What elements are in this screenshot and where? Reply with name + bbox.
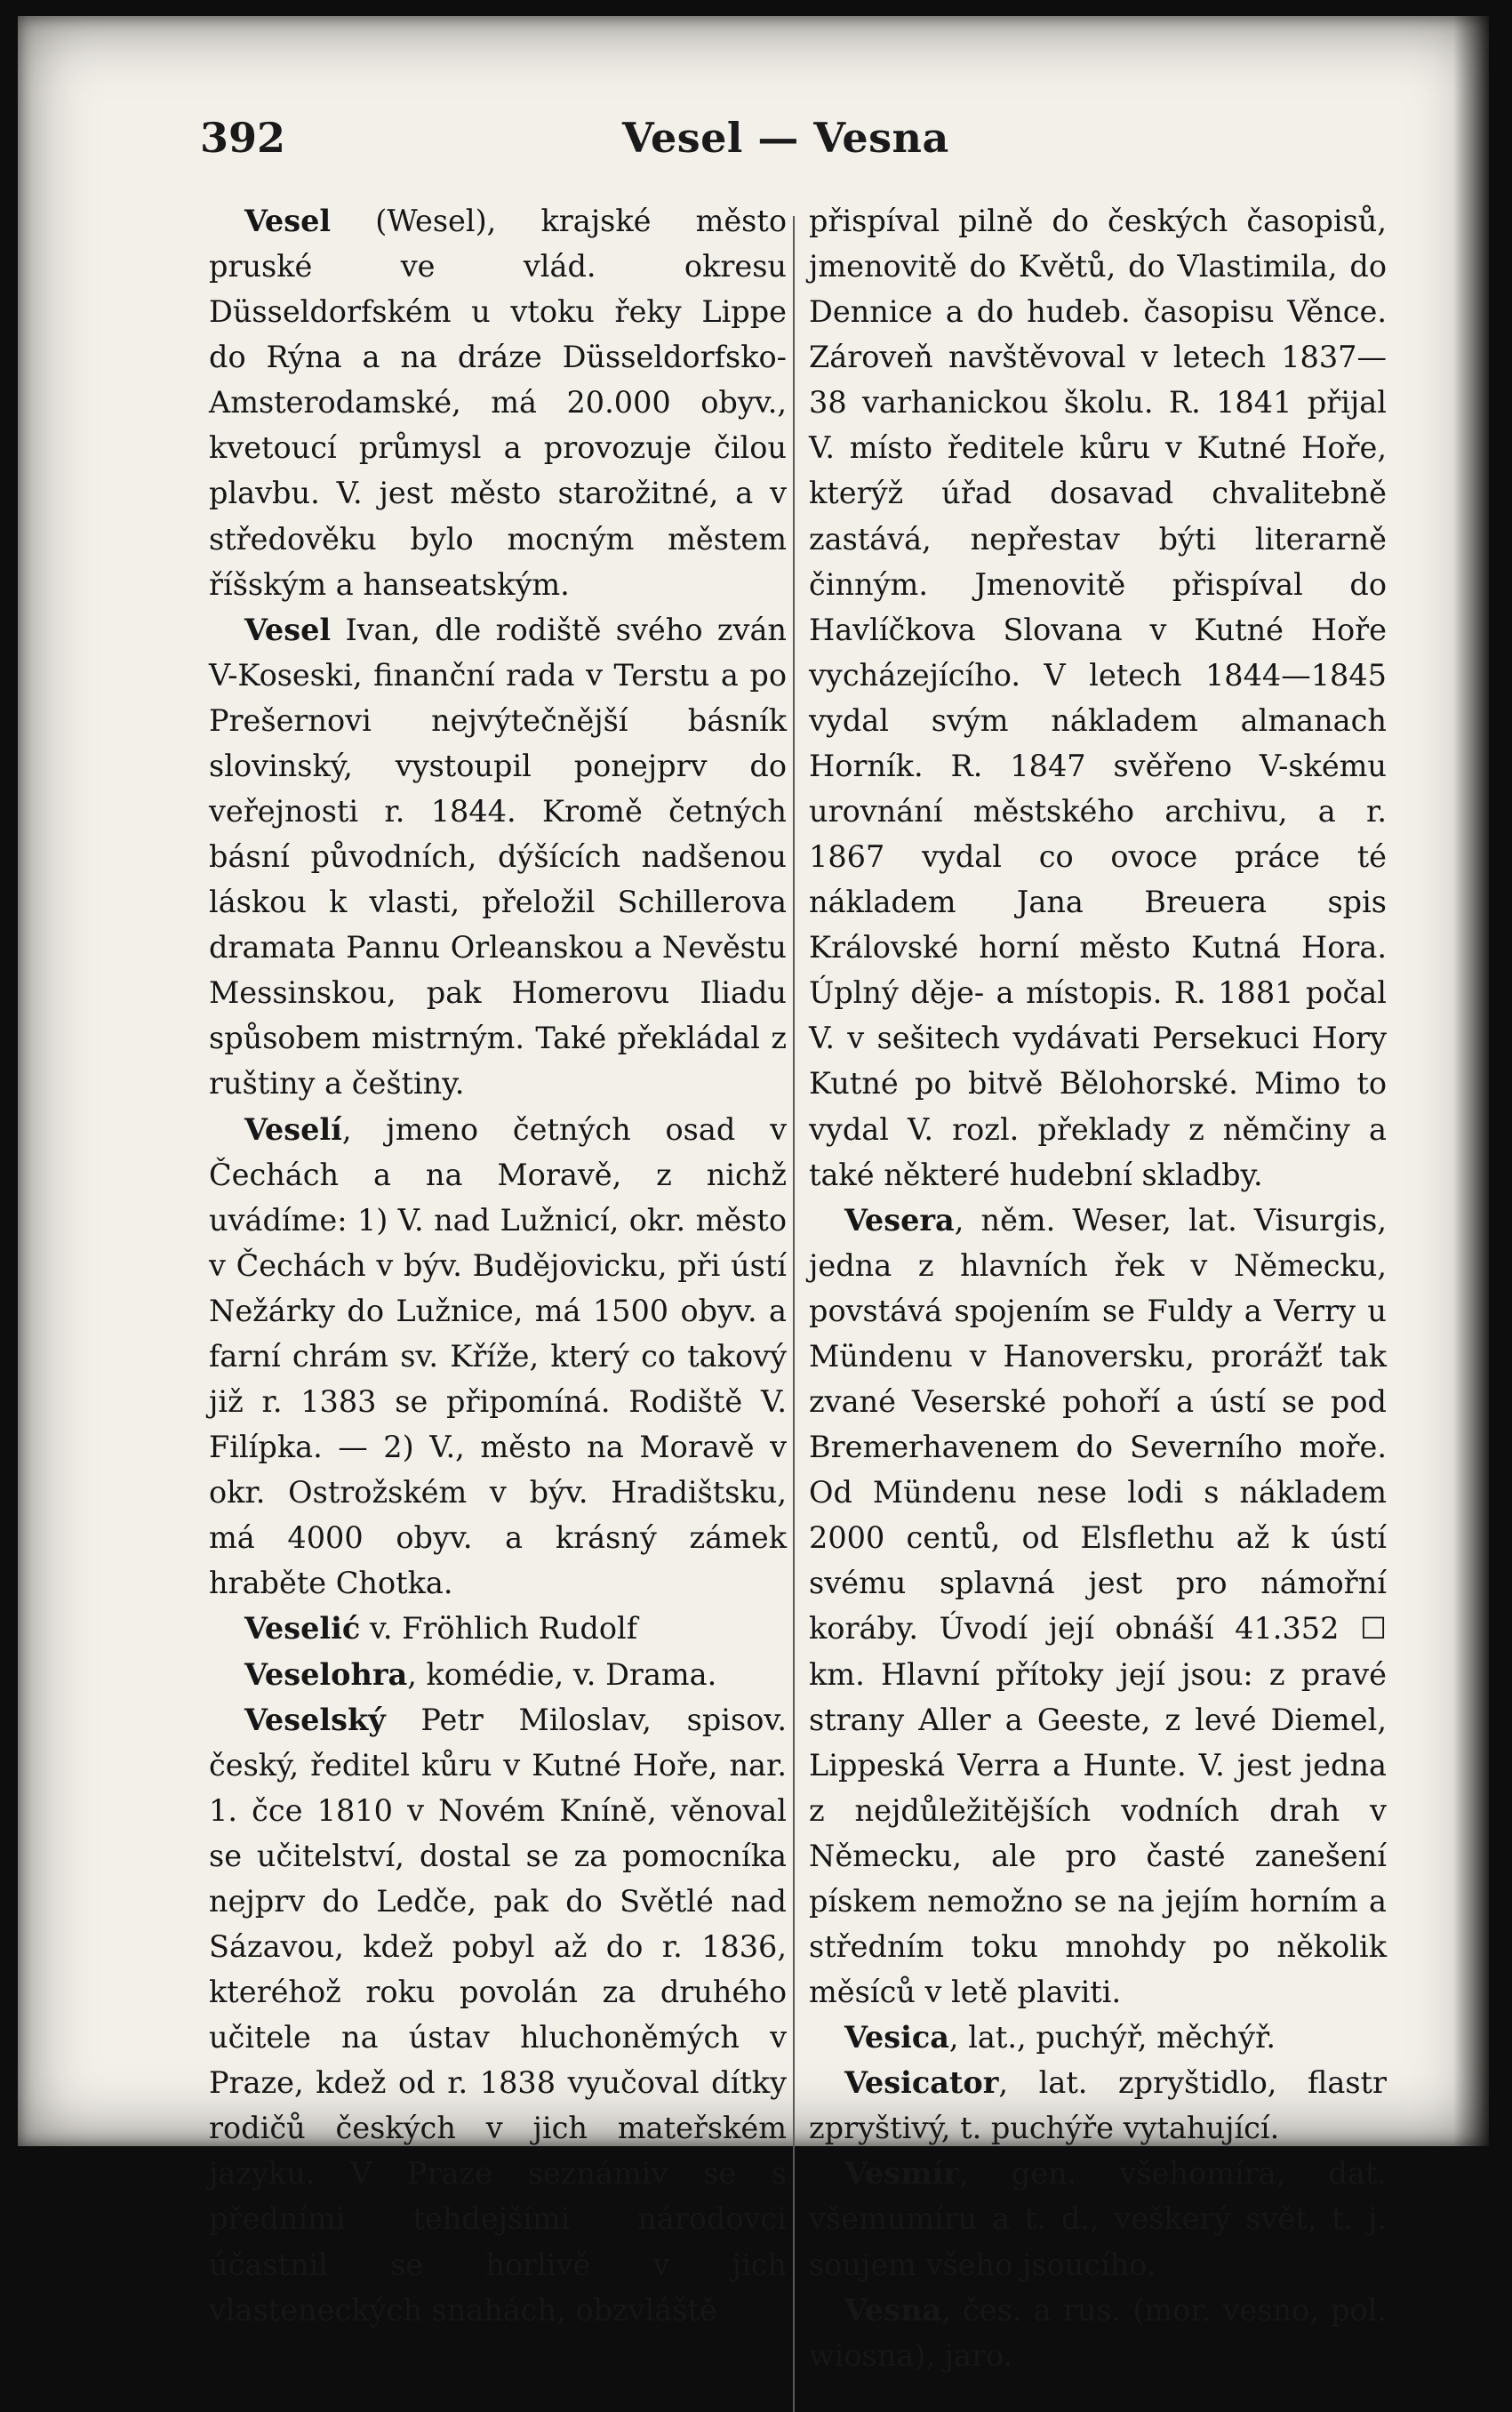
entry-headword: Veselský bbox=[244, 1702, 386, 1737]
entry-text: , lat., puchýř, měchýř. bbox=[948, 2020, 1276, 2055]
entry-headword: Vesmír bbox=[844, 2156, 959, 2192]
entry-text: přispíval pilně do českých časopisů, jmenovitě do Květů, do Vlastimila, do Dennice a do hudeb. časopisu Věnce. Zároveň navštěvoval v letech 1837—38 varhanickou školu. R. 1841 přijal V. místo ředitele kůru v Kutné Hoře, kterýž úřad dosavad chvalitebně zastává, nepřestav býti literarně činným. Jmenovitě přispíval do Havlíčkova Slovana v Kutné Hoře vycházejícího. V letech 1844—1845 vydal svým nákladem almanach Horník. R. 1847 svěřeno V-skému urovnání městského archivu, a r. 1867 vydal co ovoce práce té nákladem Jana Breuera spis Královské horní město Kutná Hora. Úplný děje- a místopis. R. 1881 počal V. v sešitech vydávati Persekuci Hory Kutné po bitvě Bělohorské. Mimo to vydal V. rozl. překlady z němčiny a také některé hudební skladby. bbox=[809, 204, 1387, 1192]
left-column bbox=[209, 198, 787, 2333]
entry-headword: Vesera bbox=[844, 1202, 955, 1238]
entry bbox=[809, 2060, 1387, 2151]
entry bbox=[209, 1697, 787, 2333]
entry-text: Ivan, dle rodiště svého zván V-Koseski, finanční rada v Terstu a po Prešernovi nejvýtečnější básník slovinský, vystoupil ponejprv do veřejnosti r. 1844. Kromě četných básní původních, dýšících nadšenou láskou k vlasti, přeložil Schillerova dramata Pannu Orleanskou a Nevěstu Messinskou, pak Homerovu Iliadu spůsobem mistrným. Také překládal z ruštiny a češtiny. bbox=[209, 612, 787, 1102]
page-header bbox=[18, 105, 1489, 167]
column-divider bbox=[793, 216, 795, 2412]
entry-text: , čes. a rus. (mor. vesno, pol. wiosna), jaro. bbox=[809, 2292, 1387, 2373]
entry-headword: Vesna bbox=[844, 2292, 942, 2328]
entry-text: , něm. Weser, lat. Visurgis, jedna z hlavních řek v Německu, povstává spojením se Fuldy a Verry u Mündenu v Hanoversku, prorážť tak zvané Veserské pohoří a ústí se pod Bremerhavenem do Severního moře. Od Mündenu nese lodi s nákladem 2000 centů, od Elsflethu až k ústí svému splavná jest pro námořní koráby. Úvodí její obnáší 41.352 ☐ km. Hlavní přítoky její jsou: z pravé strany Aller a Geeste, z levé Diemel, Lippeská Verra a Hunte. V. jest jedna z nejdůležitějších vodních drah v Německu, ale pro časté zanešení pískem nemožno se na jejím horním a středním toku mnohdy po několik měsíců v letě plaviti. bbox=[809, 1202, 1387, 2010]
entry bbox=[809, 2015, 1387, 2060]
entry bbox=[209, 1107, 787, 1607]
dictionary-page bbox=[18, 16, 1489, 2373]
entry-text: Petr Miloslav, spisov. český, ředitel kůru v Kutné Hoře, nar. 1. čce 1810 v Novém Kníně, věnoval se učitelství, dostal se za pomocníka nejprv do Ledče, pak do Světlé nad Sázavou, kdež pobyl až do r. 1836, kteréhož roku povolán za druhého učitele na ústav hluchoněmých v Praze, kdež od r. 1838 vyučoval dítky rodičů českých v jich mateřském jazyku. V Praze seznámiv se s předními tehdejšími národovci účastnil se horlivě v jich vlasteneckých snahách, obzvláště bbox=[209, 1702, 787, 2328]
entry-headword: Vesicator bbox=[844, 2065, 999, 2101]
entry-text: v. Fröhlich Rudolf bbox=[360, 1611, 638, 1647]
entry-headword: Veselí bbox=[244, 1111, 342, 1147]
entry bbox=[209, 607, 787, 1107]
entry-text: (Wesel), krajské město pruské ve vlád. okresu Düsseldorfském u vtoku řeky Lippe do Rýna a na dráze Düsseldorfsko-Amsterodamské, má 20.000 obyv., kvetoucí průmysl a provozuje čilou plavbu. V. jest město starožitné, a v středověku bylo mocným městem říšským a hanseatským. bbox=[209, 204, 787, 602]
right-column bbox=[809, 198, 1387, 2378]
entry-headword: Veselić bbox=[244, 1611, 361, 1647]
entry-headword: Vesel bbox=[244, 612, 332, 647]
entry bbox=[809, 2151, 1387, 2287]
entry-text: , gen. všehomíra, dat. všemumíru a t. d., veškerý svět, t. j. soujem všeho jsoucího. bbox=[809, 2156, 1387, 2282]
entry-text: , lat. zpryštidlo, flastr zpryštivý, t. puchýře vytahující. bbox=[809, 2065, 1387, 2146]
page-number: 392 bbox=[200, 114, 286, 162]
entry bbox=[809, 1198, 1387, 2015]
entry bbox=[209, 1606, 787, 1651]
page-shadow bbox=[1453, 16, 1489, 2146]
entry-headword: Vesel bbox=[244, 204, 332, 238]
entry-continuation bbox=[809, 198, 1387, 1198]
entry bbox=[209, 198, 787, 607]
entry-text: , jmeno četných osad v Čechách a na Moravě, z nichž uvádíme: 1) V. nad Lužnicí, okr. město v Čechách v býv. Budějovicku, při ústí Nežárky do Lužnice, má 1500 obyv. a farní chrám sv. Kříže, který co takový již r. 1383 se připomíná. Rodiště V. Filípka. — 2) V., město na Moravě v okr. Ostrožském v býv. Hradištsku, má 4000 obyv. a krásný zámek hraběte Chotka. bbox=[209, 1111, 787, 1601]
entry bbox=[809, 2288, 1387, 2378]
entry-headword: Vesica bbox=[844, 2020, 949, 2055]
entry-headword: Veselohra bbox=[244, 1656, 408, 1692]
running-head: Vesel — Vesna bbox=[622, 114, 949, 162]
entry bbox=[209, 1652, 787, 1697]
entry-text: , komédie, v. Drama. bbox=[407, 1656, 717, 1692]
